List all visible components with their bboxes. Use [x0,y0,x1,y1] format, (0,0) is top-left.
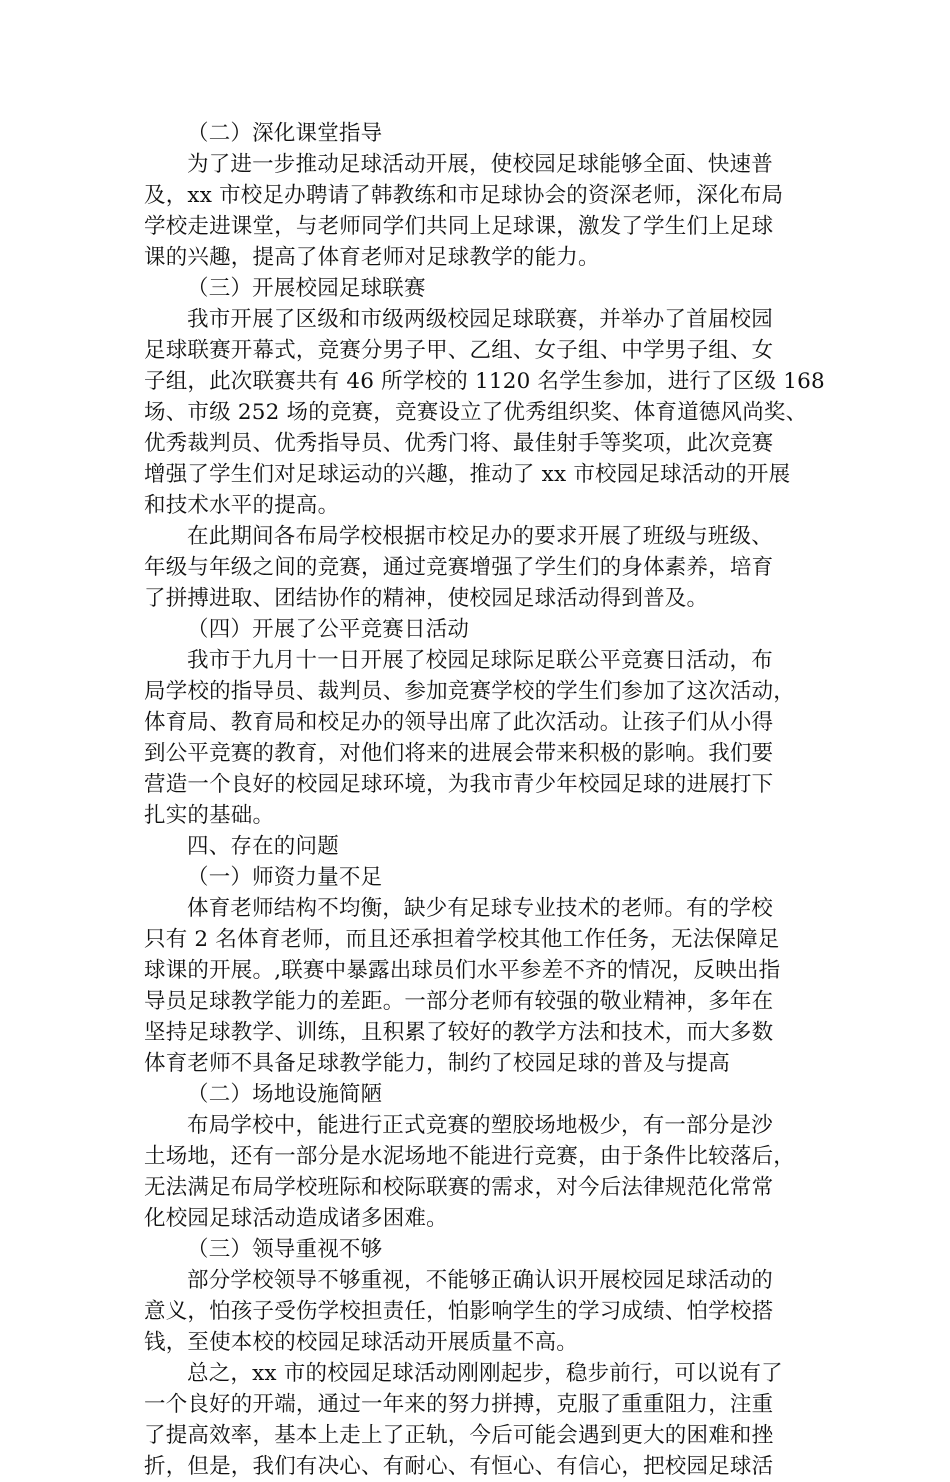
paragraph-line: 和技术水平的提高。 [144,493,340,518]
paragraph-line: 场、市级 252 场的竞赛，竞赛设立了优秀组织奖、体育道德风尚奖、 [144,400,808,425]
paragraph-line: 布局学校中，能进行正式竞赛的塑胶场地极少，有一部分是沙 [187,1113,773,1138]
section-heading: （三）领导重视不够 [187,1237,383,1262]
paragraph-line: 体育老师不具备足球教学能力，制约了校园足球的普及与提高 [144,1051,730,1076]
paragraph-line: 增强了学生们对足球运动的兴趣，推动了 xx 市校园足球活动的开展 [144,462,791,487]
paragraph-line: 部分学校领导不够重视，不能够正确认识开展校园足球活动的 [187,1268,773,1293]
section-heading: （四）开展了公平竞赛日活动 [187,617,470,642]
section-heading: （二）场地设施简陋 [187,1082,383,1107]
paragraph-line: 导员足球教学能力的差距。一部分老师有较强的敬业精神，多年在 [144,989,774,1014]
paragraph-line: 了拼搏进取、团结协作的精神，使校园足球活动得到普及。 [144,586,709,611]
paragraph-line: 局学校的指导员、裁判员、参加竞赛学校的学生们参加了这次活动， [144,679,796,704]
paragraph-line: 坚持足球教学、训练，且积累了较好的教学方法和技术，而大多数 [144,1020,774,1045]
paragraph-line: 意义，怕孩子受伤学校担责任，怕影响学生的学习成绩、怕学校搭 [144,1299,774,1324]
paragraph-line: 化校园足球活动造成诸多困难。 [144,1206,448,1231]
paragraph-line: 到公平竞赛的教育，对他们将来的进展会带来积极的影响。我们要 [144,741,774,766]
section-heading: （三）开展校园足球联赛 [187,276,426,301]
paragraph-line: 学校走进课堂，与老师同学们共同上足球课，激发了学生们上足球 [144,214,774,239]
paragraph-line: 课的兴趣，提高了体育老师对足球教学的能力。 [144,245,600,270]
paragraph-line: 体育局、教育局和校足办的领导出席了此次活动。让孩子们从小得 [144,710,774,735]
paragraph-line: 了提高效率，基本上走上了正轨，今后可能会遇到更大的困难和挫 [144,1423,774,1448]
paragraph-line: 无法满足布局学校班际和校际联赛的需求，对今后法律规范化常常 [144,1175,774,1200]
section-heading: 四、存在的问题 [187,834,339,859]
paragraph-line: 球课的开展。,联赛中暴露出球员们水平参差不齐的情况，反映出指 [144,958,781,983]
paragraph-line: 及，xx 市校足办聘请了韩教练和市足球协会的资深老师，深化布局 [144,183,784,208]
paragraph-line: 子组，此次联赛共有 46 所学校的 1120 名学生参加，进行了区级 168 [144,369,825,394]
paragraph-line: 体育老师结构不均衡，缺少有足球专业技术的老师。有的学校 [187,896,773,921]
paragraph-line: 一个良好的开端，通过一年来的努力拼搏，克服了重重阻力，注重 [144,1392,774,1417]
document-body [144,118,825,1482]
paragraph-line: 为了进一步推动足球活动开展，使校园足球能够全面、快速普 [187,152,773,177]
paragraph-line: 土场地，还有一部分是水泥场地不能进行竞赛，由于条件比较落后， [144,1144,796,1169]
paragraph-line: 在此期间各布局学校根据市校足办的要求开展了班级与班级、 [187,524,773,549]
paragraph-line: 我市于九月十一日开展了校园足球际足联公平竞赛日活动，布 [187,648,773,673]
paragraph-line: 营造一个良好的校园足球环境，为我市青少年校园足球的进展打下 [144,772,774,797]
paragraph-line: 钱，至使本校的校园足球活动开展质量不高。 [144,1330,579,1355]
paragraph-line: 年级与年级之间的竞赛，通过竞赛增强了学生们的身体素养，培育 [144,555,774,580]
section-heading: （二）深化课堂指导 [187,121,383,146]
section-heading: （一）师资力量不足 [187,865,383,890]
paragraph-line: 优秀裁判员、优秀指导员、优秀门将、最佳射手等奖项，此次竞赛 [144,431,774,456]
paragraph-line: 我市开展了区级和市级两级校园足球联赛，并举办了首届校园 [187,307,773,332]
paragraph-line: 扎实的基础。 [144,803,275,828]
paragraph-line: 折，但是，我们有决心、有耐心、有恒心、有信心，把校园足球活 [144,1454,774,1479]
paragraph-line: 足球联赛开幕式，竞赛分男子甲、乙组、女子组、中学男子组、女 [144,338,774,363]
paragraph-line: 总之，xx 市的校园足球活动刚刚起步，稳步前行，可以说有了 [187,1361,783,1386]
paragraph-line: 只有 2 名体育老师，而且还承担着学校其他工作任务，无法保障足 [144,927,780,952]
